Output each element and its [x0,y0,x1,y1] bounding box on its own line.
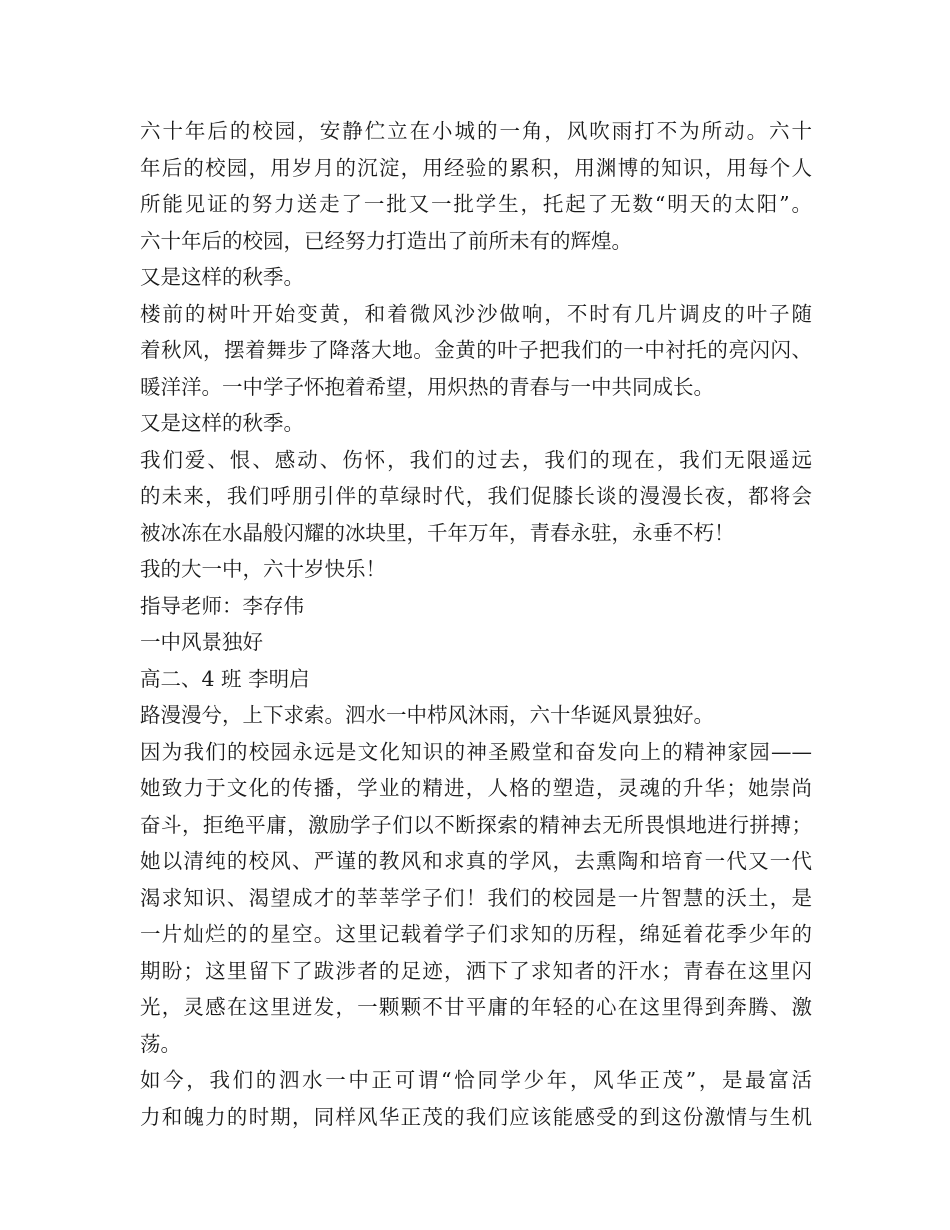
text-line: 渴求知识、渴望成才的莘莘学子们！我们的校园是一片智慧的沃土，是 [140,885,812,910]
text-line: 暖洋洋。一中学子怀抱着希望，用炽热的青春与一中共同成长。 [140,374,714,399]
text-line: 奋斗，拒绝平庸，激励学子们以不断探索的精神去无所畏惧地进行拼搏； [140,812,812,837]
text-line: 因为我们的校园永远是文化知识的神圣殿堂和奋发向上的精神家园—— [140,739,812,764]
text-line: 高二、4 班 李明启 [140,666,310,691]
text-line: 着秋风，摆着舞步了降落大地。金黄的叶子把我们的一中衬托的亮闪闪、 [140,338,812,362]
text-line: 年后的校园，用岁月的沉淀，用经验的累积，用渊博的知识，用每个人 [140,155,812,180]
text-line: 她致力于文化的传播，学业的精进，人格的塑造，灵魂的升华；她崇尚 [140,776,812,800]
text-line: 楼前的树叶开始变黄，和着微风沙沙做响，不时有几片调皮的叶子随 [140,301,812,326]
text-line: 被冰冻在水晶般闪耀的冰块里，千年万年，青春永驻，永垂不朽！ [140,520,735,545]
text-line: 我们爱、恨、感动、伤怀，我们的过去，我们的现在，我们无限遥远 [140,447,812,472]
text-line: 荡。 [140,1031,181,1056]
text-line: 的未来，我们呼朋引伴的草绿时代，我们促膝长谈的漫漫长夜，都将会 [140,484,812,508]
document-body [140,113,812,1135]
text-line: 期盼；这里留下了跋涉者的足迹，洒下了求知者的汗水；青春在这里闪 [140,958,812,983]
text-line: 我的大一中，六十岁快乐！ [140,557,386,581]
text-line: 又是这样的秋季。 [140,411,304,435]
text-line: 六十年后的校园，安静伫立在小城的一角，风吹雨打不为所动。六十 [140,119,812,143]
text-line: 六十年后的校园，已经努力打造出了前所未有的辉煌。 [140,228,632,253]
text-line: 又是这样的秋季。 [140,265,304,289]
text-line: 一中风景独好 [140,630,263,654]
text-line: 路漫漫兮，上下求索。泗水一中栉风沐雨，六十华诞风景独好。 [140,703,714,727]
text-line: 她以清纯的校风、严谨的教风和求真的学风，去熏陶和培育一代又一代 [140,849,812,873]
text-line: 一片灿烂的的星空。这里记载着学子们求知的历程，绵延着花季少年的 [140,922,812,946]
text-line: 如今，我们的泗水一中正可谓“恰同学少年，风华正茂”，是最富活 [140,1068,812,1092]
text-line: 所能见证的努力送走了一批又一批学生，托起了无数“明天的太阳”。 [140,192,812,216]
text-line: 力和魄力的时期，同样风华正茂的我们应该能感受的到这份激情与生机 [140,1104,812,1129]
text-line: 光，灵感在这里迸发，一颗颗不甘平庸的年轻的心在这里得到奔腾、激 [140,995,812,1019]
text-line: 指导老师：李存伟 [140,593,304,618]
